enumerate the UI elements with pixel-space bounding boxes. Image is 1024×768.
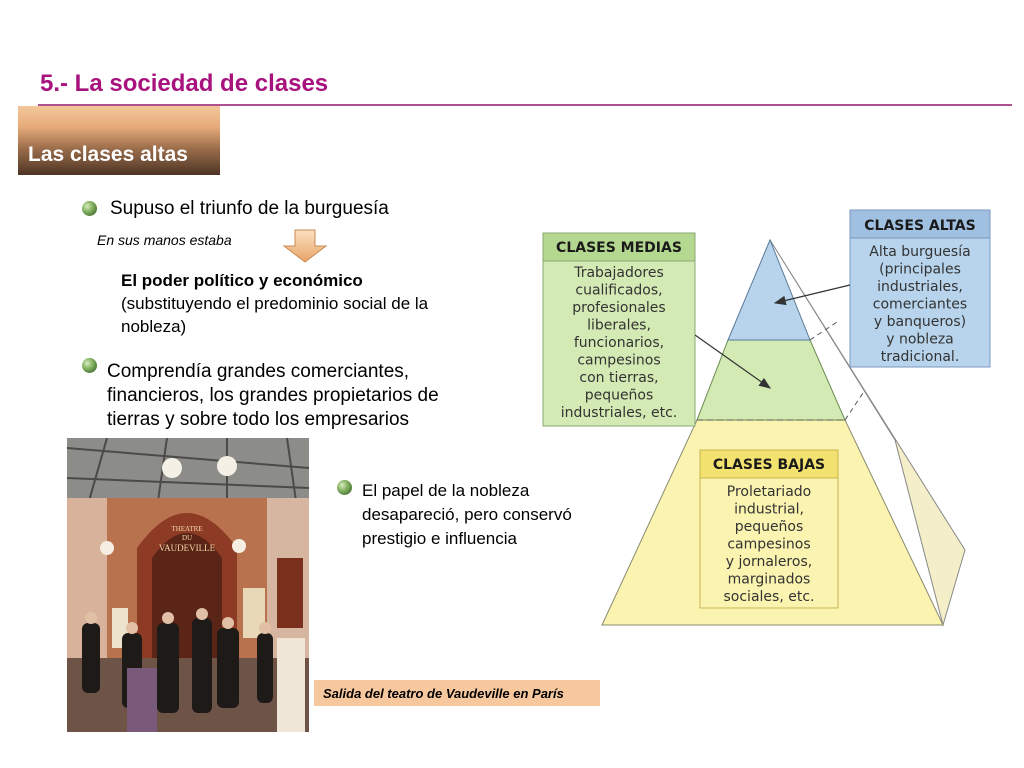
down-arrow-icon [280, 228, 330, 264]
sub-detail [121, 269, 491, 338]
pyramid-tier-altas [728, 240, 810, 340]
clases-bajas-line: Proletariado [726, 484, 812, 500]
bullet-2-line: tierras y sobre todo los empresarios [107, 409, 410, 430]
clases-medias-line: pequeños [584, 387, 654, 404]
clases-bajas-line: marginados [727, 571, 811, 588]
clases-medias-line: liberales, [587, 317, 651, 334]
clases-altas-line: y banqueros) [873, 314, 967, 330]
clases-altas-line: Alta burguesía [869, 244, 971, 260]
sign-line-2: DU [181, 534, 193, 542]
clases-altas-title: CLASES ALTAS [864, 218, 976, 234]
clases-medias-line: industriales, etc. [560, 405, 678, 421]
sub-intro: En sus manos estaba [97, 232, 232, 248]
bullet-icon [337, 480, 352, 495]
clases-bajas-line: sociales, etc. [723, 589, 815, 605]
bullet-icon [82, 201, 97, 216]
sub-rest: (substituyendo el predominio social de la nobleza) [121, 294, 429, 336]
bullet-1-text: Supuso el triunfo de la burguesía [110, 198, 389, 219]
bullet-3-line: prestigio e influencia [362, 529, 517, 548]
bullet-2-line: Comprendía grandes comerciantes, [107, 361, 410, 382]
clases-medias-box [543, 233, 695, 426]
clases-altas-line: y nobleza [886, 331, 954, 348]
sign-line-3: VAUDEVILLE [158, 543, 216, 553]
clases-bajas-line: industrial, [734, 501, 804, 518]
clases-medias-line: con tierras, [579, 370, 659, 386]
slide-title: 5.- La sociedad de clases [40, 70, 329, 97]
bullet-icon [82, 358, 97, 373]
clases-altas-line: (principales [879, 261, 961, 278]
clases-medias-line: cualificados, [575, 282, 663, 299]
section-tab [18, 106, 220, 175]
image-caption-box [314, 680, 600, 706]
sub-bold: El poder político y económico [121, 271, 363, 290]
class-pyramid-diagram [520, 200, 1000, 640]
clases-altas-line: tradicional. [880, 349, 960, 365]
clases-bajas-line: y jornaleros, [725, 554, 813, 570]
bullet-3-line: El papel de la nobleza [362, 481, 530, 500]
clases-medias-title: CLASES MEDIAS [556, 240, 682, 256]
bullet-2-text [107, 360, 507, 432]
vaudeville-painting [67, 438, 309, 732]
image-caption: Salida del teatro de Vaudeville en París [323, 686, 564, 701]
clases-medias-line: campesinos [577, 352, 661, 369]
clases-bajas-line: pequeños [734, 519, 804, 535]
clases-bajas-box [700, 450, 838, 608]
clases-medias-line: Trabajadores [574, 265, 664, 281]
clases-bajas-line: campesinos [727, 536, 811, 553]
clases-bajas-title: CLASES BAJAS [712, 457, 826, 473]
bullet-3-line: desapareció, pero conservó [362, 505, 572, 524]
clases-medias-line: funcionarios, [573, 335, 665, 351]
clases-altas-box [850, 210, 990, 367]
clases-medias-line: profesionales [572, 300, 666, 316]
sign-line-1: THEATRE [171, 525, 203, 533]
clases-altas-line: industriales, [877, 279, 963, 295]
section-label: Las clases altas [28, 143, 188, 166]
clases-altas-line: comerciantes [872, 296, 968, 313]
bullet-2-line: financieros, los grandes propietarios de [107, 385, 439, 406]
